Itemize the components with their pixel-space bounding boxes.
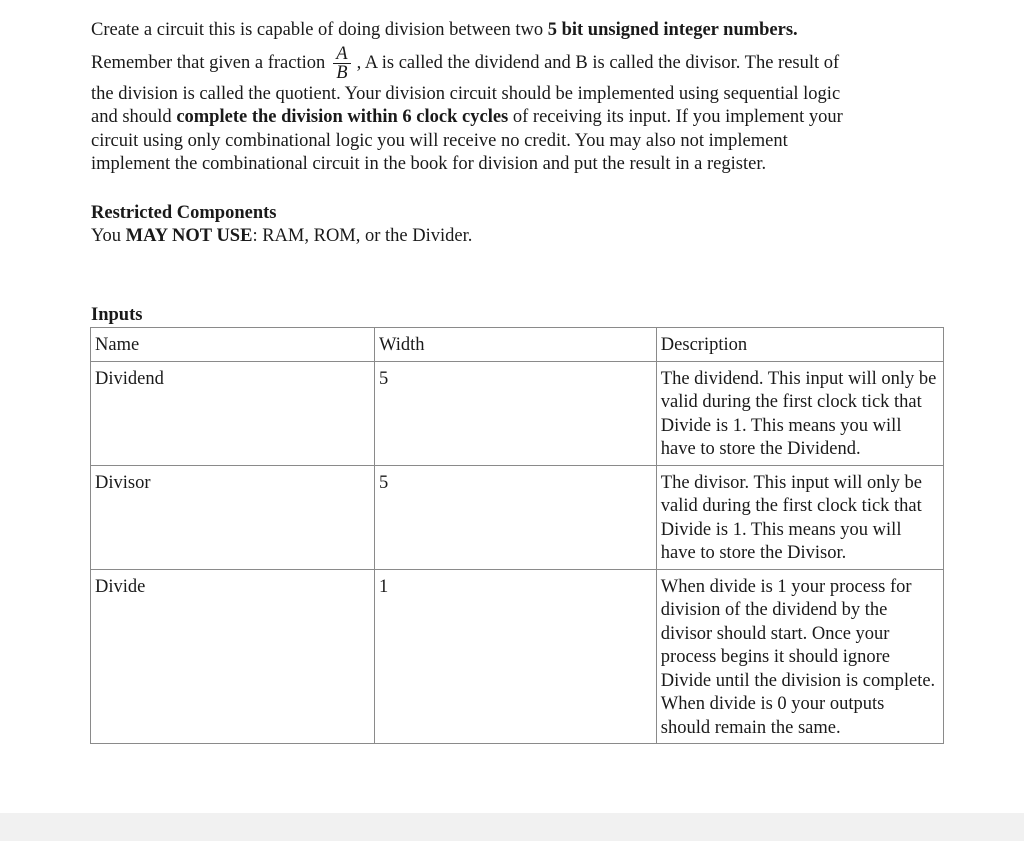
intro-line-2: Remember that given a fraction $\frac{A}{B}$ , A is called the dividend and B is called the divisor. The result of (91, 43, 840, 83)
row-description: When divide is 1 your process for division of the dividend by the divisor should start. Once your process begins it should ignore Divide until the division is complete. When divide is 0 your outputs should remain the same. (656, 569, 943, 744)
intro-line-3: the division is called the quotient. Your division circuit should be implemented using sequential logic (91, 83, 841, 104)
row-description: The dividend. This input will only be valid during the first clock tick that Divide is 1. This means you will have to store the Dividend. (656, 361, 943, 465)
intro-line-5: circuit using only combinational logic you will receive no credit. You may also not implement (91, 130, 788, 151)
row-width: 5 (375, 361, 657, 465)
intro-line-1: Create a circuit this is capable of doing division between two 5 bit unsigned integer numbers. (91, 20, 798, 40)
header-name: Name (91, 328, 375, 362)
header-width: Width (375, 328, 657, 362)
row-description: The divisor. This input will only be valid during the first clock tick that Divide is 1. This means you will have to store the Divisor. (656, 465, 943, 569)
table-header-row (91, 328, 944, 362)
table-row (91, 465, 944, 569)
restricted-components-section (91, 202, 951, 249)
inputs-table (90, 327, 944, 744)
assignment-document (91, 19, 951, 249)
row-width: 5 (375, 465, 657, 569)
fraction-denominator: B (336, 62, 348, 83)
restricted-heading: Restricted Components (91, 202, 277, 223)
fraction-a-over-b (333, 45, 350, 82)
row-name: Divide (91, 569, 375, 744)
fraction-numerator: A (333, 45, 350, 64)
table-row (91, 569, 944, 744)
page-bottom-edge (0, 813, 1024, 841)
bold-5bit-unsigned: 5 bit unsigned integer numbers. (547, 20, 798, 40)
row-width: 1 (375, 569, 657, 744)
header-description: Description (656, 328, 943, 362)
intro-paragraph (91, 19, 951, 177)
bold-6-clock-cycles: complete the division within 6 clock cycles (176, 107, 509, 127)
table-row (91, 361, 944, 465)
inputs-heading: Inputs (91, 305, 143, 325)
row-name: Divisor (91, 465, 375, 569)
intro-line-6: implement the combinational circuit in the book for division and put the result in a register. (91, 154, 767, 174)
restricted-text: You MAY NOT USE: RAM, ROM, or the Divider. (91, 226, 473, 246)
row-name: Dividend (91, 361, 375, 465)
intro-line-4: and should complete the division within 6 clock cycles of receiving its input. If you implement your (91, 107, 843, 127)
